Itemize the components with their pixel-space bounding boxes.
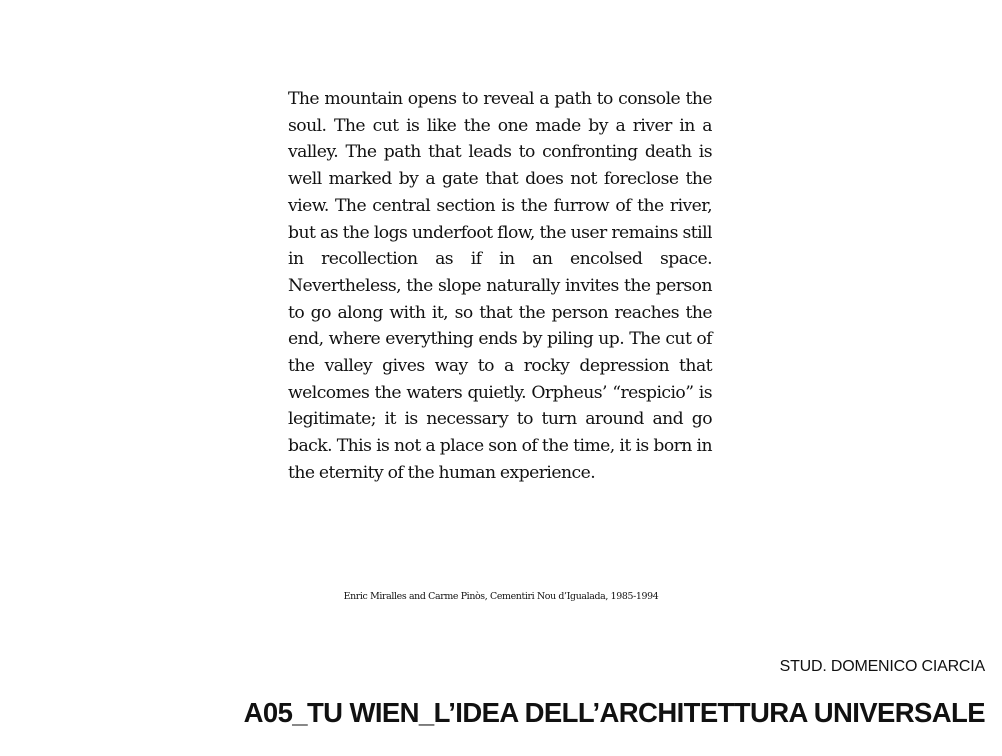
- student-name: STUD. DOMENICO CIARCIA: [779, 658, 985, 675]
- project-title: A05_TU WIEN_L’IDEA DELL’ARCHITETTURA UNIVERSALE: [243, 697, 985, 728]
- body-paragraph: The mountain opens to reveal a path to console the soul. The cut is like the one made by a river in a valley. The path that leads to confronting death is well marked by a gate that does not foreclose the view. The central section is the furrow of the river, but as the logs underfoot flow, the user remains still in recollection as if in an encolsed space. Nevertheless, the slope naturally invites the person to go along with it, so that the person reaches the end, where everything ends by piling up. The cut of the valley gives way to a rocky depression that welcomes the waters quietly. Orpheus’ “respicio” is legitimate; it is necessary to turn around and go back. This is not a place son of the time, it is born in the eternity of the human experience.: [288, 89, 712, 483]
- image-caption: Enric Miralles and Carme Pinòs, Cementiri Nou d’Igualada, 1985-1994: [343, 591, 659, 602]
